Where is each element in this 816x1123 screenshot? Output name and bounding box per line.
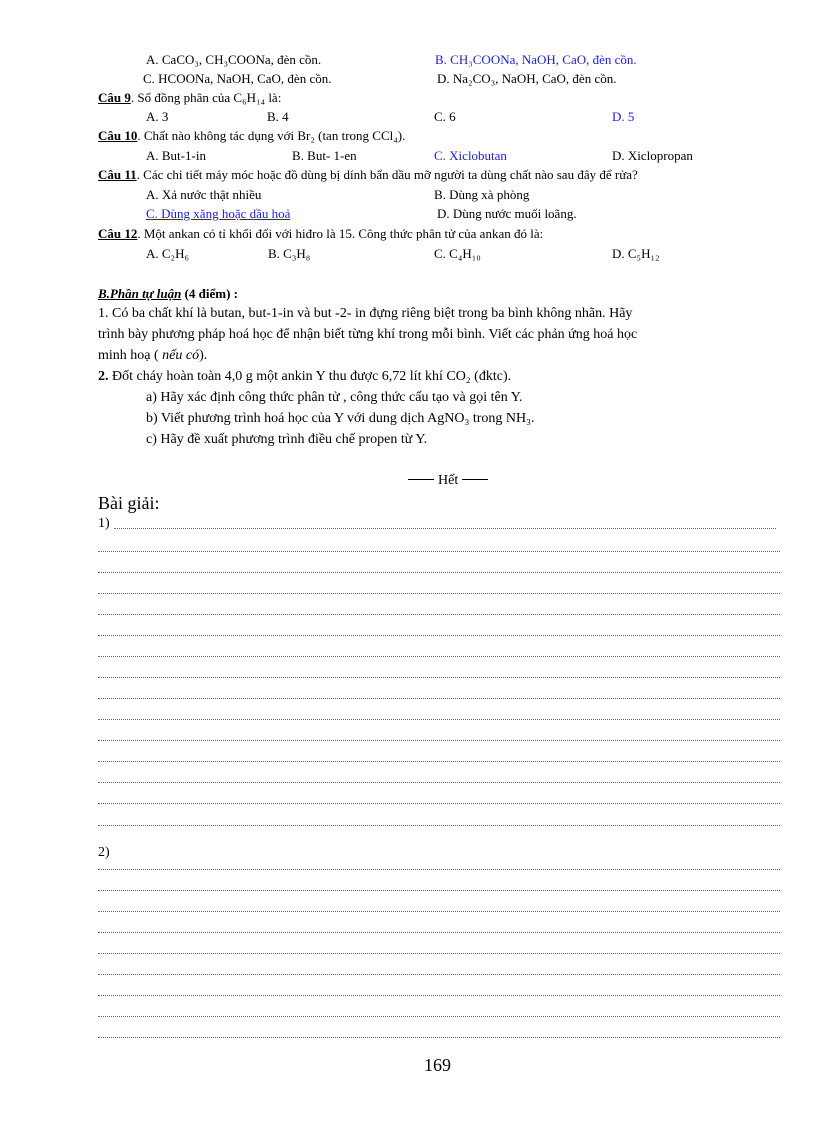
q12-option-a: A. C₂H₆ — [146, 246, 190, 261]
answer-line — [114, 528, 776, 529]
q8-option-b: B. CH₃COONa, NaOH, CaO, đèn cồn. — [435, 52, 637, 67]
q12-option-c: C. C₄H₁₀ — [434, 246, 481, 261]
q8-option-d: D. Na₂CO₃, NaOH, CaO, đèn cồn. — [437, 71, 617, 86]
q10-stem: Câu 10. Chất nào không tác dụng với Br₂ (tan trong CCl₄). — [98, 128, 406, 143]
q9-option-c: C. 6 — [434, 109, 456, 124]
q11-option-a: A. Xả nước thật nhiều — [146, 187, 262, 202]
q9-stem: Câu 9. Số đồng phân của C₆H₁₄ là: — [98, 90, 282, 105]
q10-option-d: D. Xiclopropan — [612, 148, 693, 163]
q10-option-a: A. But-1-in — [146, 148, 206, 163]
q11-option-b: B. Dùng xà phòng — [434, 187, 530, 202]
solution-label-1: 1) — [98, 516, 110, 531]
q10-option-c: C. Xiclobutan — [434, 148, 507, 163]
essay-q1-line3: minh hoạ ( nếu có). — [98, 348, 208, 363]
answer-line — [98, 593, 780, 594]
answer-line — [98, 869, 780, 870]
q12-stem: Câu 12. Một ankan có tỉ khối đối với hiđro là 15. Công thức phân tử của ankan đó là: — [98, 226, 544, 241]
q11-option-c: C. Dùng xăng hoặc dầu hoả — [146, 206, 291, 221]
essay-q1-line1: 1. Có ba chất khí là butan, but-1-in và but -2- in đựng riêng biệt trong ba bình không nhãn. Hãy — [98, 306, 633, 321]
answer-line — [98, 761, 780, 762]
q8-option-c: C. HCOONa, NaOH, CaO, đèn cồn. — [143, 71, 332, 86]
solution-title: Bài giải: — [98, 493, 160, 513]
answer-line — [98, 698, 780, 699]
answer-line — [98, 740, 780, 741]
answer-line — [98, 1037, 780, 1038]
q8-option-a: A. CaCO₃, CH₃COONa, đèn cồn. — [146, 52, 322, 67]
q9-option-a: A. 3 — [146, 109, 169, 124]
answer-line — [98, 719, 780, 720]
answer-line — [98, 1016, 780, 1017]
answer-line — [98, 614, 780, 615]
end-marker: Hết — [404, 470, 492, 491]
essay-q2-stem: 2. Đốt cháy hoàn toàn 4,0 g một ankin Y thu được 6,72 lít khí CO₂ (đktc). — [98, 369, 512, 384]
answer-line — [98, 953, 780, 954]
q11-stem: Câu 11. Các chi tiết máy móc hoặc đồ dùng bị dính bẩn dầu mỡ người ta dùng chất nào sau đây để rửa? — [98, 167, 638, 182]
answer-line — [98, 995, 780, 996]
q11-option-d: D. Dùng nước muối loãng. — [437, 206, 577, 221]
answer-line — [98, 551, 780, 552]
answer-line — [98, 572, 780, 573]
q9-option-b: B. 4 — [267, 109, 289, 124]
q12-option-b: B. C₃H₈ — [268, 246, 311, 261]
answer-line — [98, 825, 780, 826]
answer-line — [98, 803, 780, 804]
answer-line — [98, 932, 780, 933]
essay-q2-c: c) Hãy đề xuất phương trình điều chế propen từ Y. — [146, 432, 428, 447]
page-number: 169 — [424, 1055, 451, 1075]
essay-heading: B.Phần tự luận (4 điểm) : — [98, 286, 238, 301]
answer-line — [98, 656, 780, 657]
answer-line — [98, 677, 780, 678]
answer-line — [98, 911, 780, 912]
essay-q2-a: a) Hãy xác định công thức phân tử , công thức cấu tạo và gọi tên Y. — [146, 390, 523, 405]
essay-q2-b: b) Viết phương trình hoá học của Y với dung dịch AgNO₃ trong NH₃. — [146, 411, 535, 426]
solution-label-2: 2) — [98, 845, 110, 860]
answer-line — [98, 974, 780, 975]
q10-option-b: B. But- 1-en — [292, 148, 357, 163]
answer-line — [98, 635, 780, 636]
answer-line — [98, 890, 780, 891]
q9-option-d: D. 5 — [612, 109, 635, 124]
answer-line — [98, 782, 780, 783]
essay-q1-line2: trình bày phương pháp hoá học để nhận biết từng khí trong mỗi bình. Viết các phản ứng hoá học — [98, 327, 638, 342]
q12-option-d: D. C₅H₁₂ — [612, 246, 660, 261]
